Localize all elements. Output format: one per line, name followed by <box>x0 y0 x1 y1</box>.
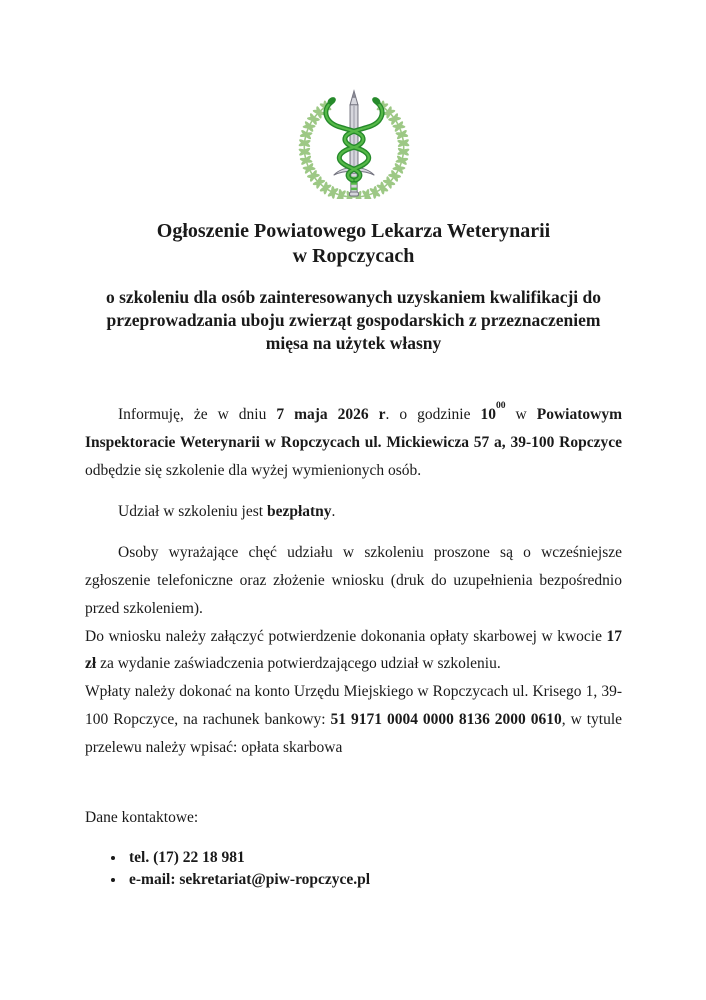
bank-account-number: 51 9171 0004 0000 8136 2000 0610 <box>330 711 562 729</box>
training-date: 7 maja 2026 r <box>276 406 386 424</box>
page-title <box>85 219 622 269</box>
contact-heading: Dane kontaktowe: <box>85 808 199 826</box>
payment-paragraph: Wpłaty należy dokonać na konto Urzędu Miejskiego w Ropczycach ul. Krisego 1, 39-100 Ropczyce, na rachunek bankowy: 51 9171 0004 0000 8136 2000 0610, w tytule przelewu należy wpisać: opłata skarbowa <box>85 683 623 757</box>
fee-paragraph: Do wniosku należy załączyć potwierdzenie dokonania opłaty skarbowej w kwocie 17 zł za wydanie zaświadczenia potwierdzającego udział w szkoleniu. <box>85 627 622 673</box>
contact-item-phone: • tel. (17) 22 18 981 <box>126 847 622 869</box>
venue-address: Powiatowym Inspektoracie Weterynarii w Ropczycach ul. Mickiewicza 57 a, 39-100 Ropczyce <box>85 406 622 452</box>
contact-list <box>85 847 622 891</box>
fee-amount: 17 zł <box>85 627 622 673</box>
veterinary-caduceus-logo <box>291 85 417 199</box>
contact-item-email: • e-mail: sekretariat@piw-ropczyce.pl <box>126 869 622 891</box>
free-participation-paragraph: Udział w szkoleniu jest bezpłatny. <box>118 502 336 520</box>
announcement-intro: Informuję, że w dniu <box>118 406 277 424</box>
title-line1: Ogłoszenie Powiatowego Lekarza Weterynarii <box>156 220 551 242</box>
training-time-superscript: 00 <box>495 399 506 411</box>
announcement-body <box>85 401 622 891</box>
announcement-paragraph: Informuję, że w dniu 7 maja 2026 r. o godzinie $10^{00}$ w Powiatowym Inspektoracie Weterynarii w Ropczycach ul. Mickiewicza 57 a, 39-100 Ropczyce odbędzie się szkolenie dla wyżej wymienionych osób. <box>85 399 622 480</box>
page-subtitle: o szkoleniu dla osób zainteresowanych uzyskaniem kwalifikacji do przeprowadzania uboju zwierząt gospodarskich z przeznaczeniem mięsa na użytek własny <box>105 287 602 354</box>
free-of-charge-label: bezpłatny <box>266 502 332 520</box>
title-line2: w Ropczycach <box>292 245 415 267</box>
registration-paragraph: Osoby wyrażające chęć udziału w szkoleniu proszone są o wcześniejsze zgłoszenie telefoniczne oraz złożenie wniosku (druk do uzupełnienia bezpośrednio przed szkoleniem). <box>85 543 622 617</box>
training-time: 10 <box>480 406 496 424</box>
